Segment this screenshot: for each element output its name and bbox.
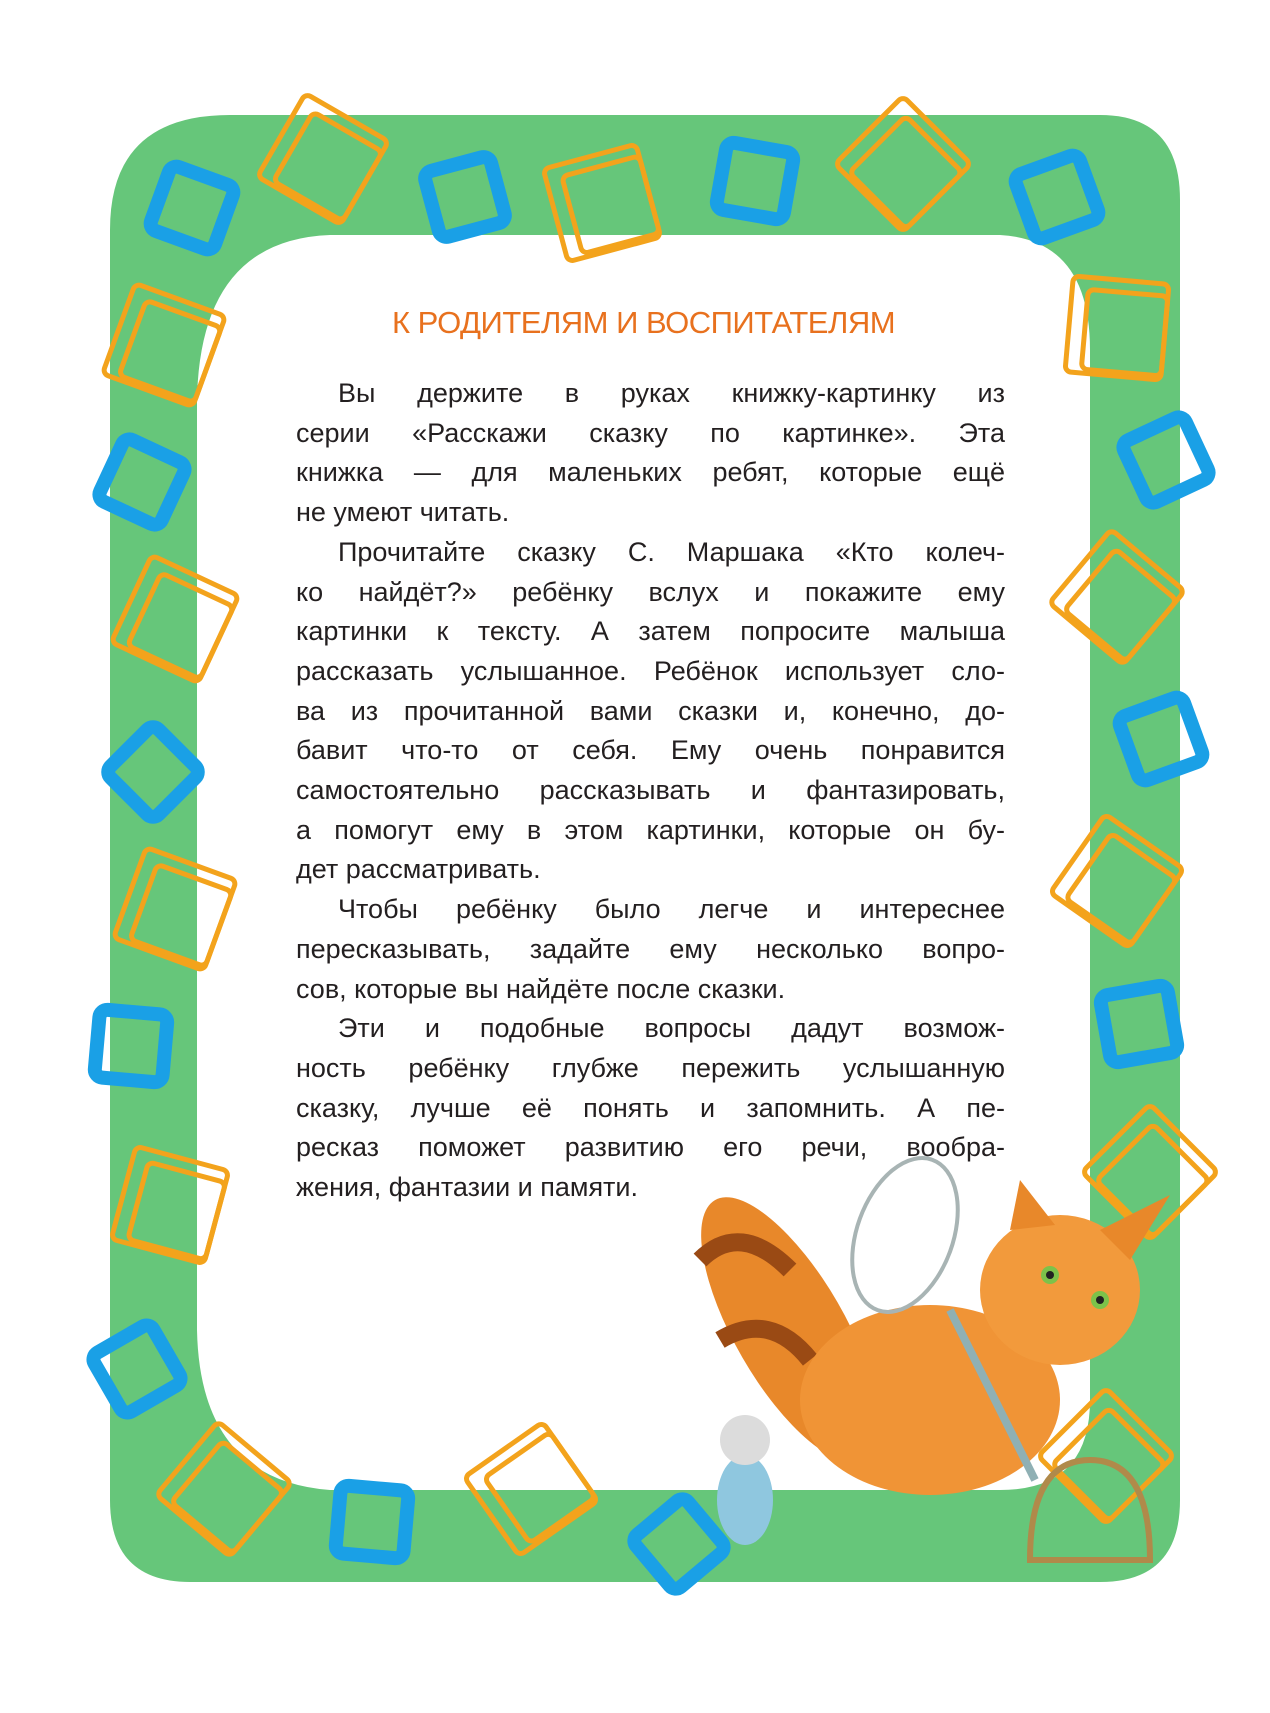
body-text	[296, 374, 1005, 1208]
paragraph	[296, 533, 1005, 890]
text-line: Прочитайте сказку С. Маршака «Кто колеч-	[338, 536, 1005, 567]
text-line: сказку, лучше её понять и запомнить. А пе-	[296, 1092, 1005, 1123]
text-line: ресказ поможет развитию его речи, вообра-	[296, 1132, 1005, 1163]
paragraph	[296, 890, 1005, 1009]
text-line: Вы держите в руках книжку-картинку из	[338, 378, 1005, 408]
text-line: Чтобы ребёнку было легче и интереснее	[338, 894, 1005, 925]
paragraph	[296, 1009, 1005, 1208]
text-line: не умеют читать.	[296, 497, 510, 528]
page-title: К РОДИТЕЛЯМ И ВОСПИТАТЕЛЯМ	[391, 305, 896, 340]
text-line: сов, которые вы найдёте после сказки.	[296, 973, 786, 1004]
text-line: бавит что-то от себя. Ему очень понравится	[296, 735, 1005, 766]
text-line: ва из прочитанной вами сказки и, конечно, до-	[296, 695, 1005, 726]
text-line: картинки к тексту. А затем попросите малыша	[296, 616, 1005, 647]
text-line: дет рассматривать.	[296, 854, 541, 885]
text-line: а помогут ему в этом картинки, которые он бу-	[296, 814, 1005, 845]
text-line: жения, фантазии и памяти.	[296, 1172, 639, 1203]
text-line: самостоятельно рассказывать и фантазировать,	[296, 775, 1005, 806]
text-line: серии «Расскажи сказку по картинке». Эта	[296, 417, 1005, 448]
text-line: ность ребёнку глубже пережить услышанную	[296, 1052, 1005, 1083]
text-line: книжка — для маленьких ребят, которые ещё	[296, 457, 1005, 488]
text-line: пересказывать, задайте ему несколько вопро-	[296, 933, 1005, 964]
text-line: ко найдёт?» ребёнку вслух и покажите ему	[296, 576, 1005, 607]
paragraph	[296, 374, 1005, 533]
text-line: Эти и подобные вопросы дадут возмож-	[338, 1013, 1005, 1044]
text-line: рассказать услышанное. Ребёнок использует сло-	[296, 655, 1005, 686]
